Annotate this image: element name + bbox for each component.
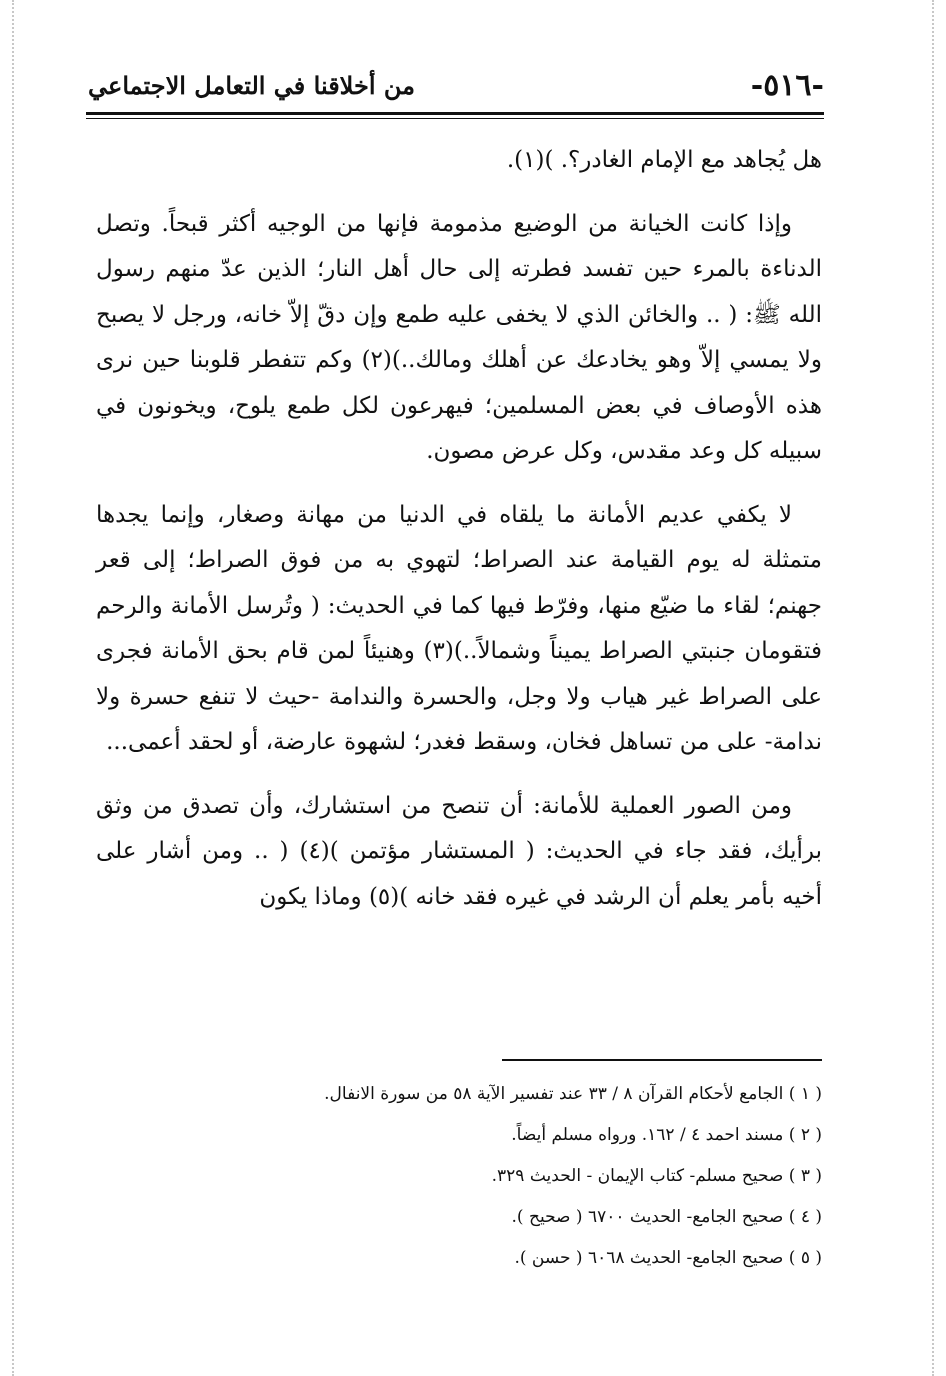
- paragraph: لا يكفي عديم الأمانة ما يلقاه في الدنيا من مهانة وصغار، وإنما يجدها متمثلة له يوم القيامة عند الصراط؛ لتهوي به من فوق الصراط؛ إلى قعر جهنم؛ لقاء ما ضيّع منها، وفرّط فيها كما في الحديث: ( وتُرسل الأمانة والرحم فتقومان جنبتي الصراط يميناً وشمالاً..)(٣) وهنيئاً لمن قام بحق الأمانة فجرى على الصراط غير هياب ولا وجل، والحسرة والندامة -حيث لا تنفع حسرة ولا ندامة- على من تساهل فخان، وسقط فغدر؛ لشهوة عارضة، أو لحقد أعمى...: [96, 501, 822, 755]
- running-title: من أخلاقنا في التعامل الاجتماعي: [88, 71, 415, 100]
- paragraph: هل يُجاهد مع الإمام الغادر؟. )(١).: [506, 147, 822, 173]
- page-number: -٥١٦-: [750, 68, 824, 103]
- body-text: [96, 138, 822, 938]
- scan-edge-left: [12, 0, 14, 1376]
- footnote: ( ٢ ) مسند احمد ٤ / ١٦٢. ورواه مسلم أيضاً.: [511, 1125, 822, 1145]
- paragraph: ومن الصور العملية للأمانة: أن تنصح من استشارك، وأن تصدق من وثق برأيك، فقد جاء في الحديث: ( المستشار مؤتمن )(٤) ( .. ومن أشار على أخيه بأمر يعلم أن الرشد في غيره فقد خانه )(٥) وماذا يكون: [96, 792, 822, 910]
- header-rule-thin: [86, 118, 824, 119]
- footnotes: [200, 1074, 822, 1279]
- paragraph: وإذا كانت الخيانة من الوضيع مذمومة فإنها من الوجيه أكثر قبحاً. وتصل الدناءة بالمرء حين تفسد فطرته إلى حال أهل النار؛ الذين عدّ منهم رسول الله ﷺ: ( .. والخائن الذي لا يخفى عليه طمع وإن دقّ إلاّ خانه، ورجل لا يصبح ولا يمسي إلاّ وهو يخادعك عن أهلك ومالك..)(٢) وكم تتفطر قلوبنا حين نرى هذه الأوصاف في بعض المسلمين؛ فيهرعون لكل طمع يلوح، ويخونون في سبيله كل وعد مقدس، وكل عرض مصون.: [96, 210, 822, 464]
- footnote: ( ٣ ) صحيح مسلم- كتاب الإيمان - الحديث ٣٢٩.: [491, 1166, 822, 1186]
- footnote: ( ٥ ) صحيح الجامع- الحديث ٦٠٦٨ ( حسن ).: [514, 1248, 822, 1268]
- footnote-rule: [502, 1059, 822, 1061]
- page-header: [88, 66, 824, 106]
- scan-edge-right: [932, 0, 934, 1376]
- footnote: ( ١ ) الجامع لأحكام القرآن ٨ / ٣٣ عند تفسير الآية ٥٨ من سورة الانفال.: [324, 1084, 822, 1104]
- header-rule: [86, 112, 824, 115]
- footnote: ( ٤ ) صحيح الجامع- الحديث ٦٧٠٠ ( صحيح ).: [511, 1207, 822, 1227]
